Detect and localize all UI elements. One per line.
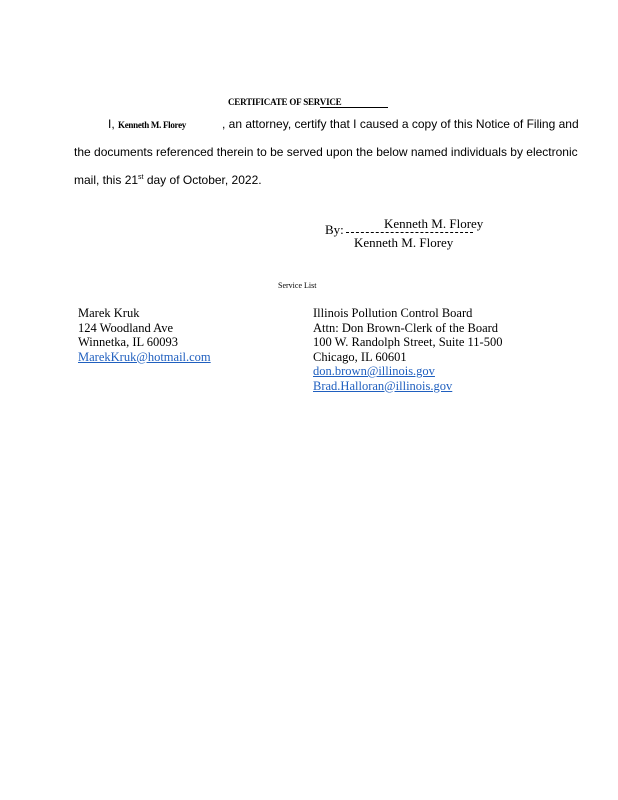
right-org: Illinois Pollution Control Board xyxy=(313,306,473,320)
left-email-link[interactable]: MarekKruk@hotmail.com xyxy=(78,349,211,364)
signature-name: Kenneth M. Florey xyxy=(384,216,484,231)
left-address-block xyxy=(78,306,211,364)
title-underline xyxy=(320,107,388,108)
right-email-link-2[interactable]: Brad.Halloran@illinois.gov xyxy=(313,378,453,393)
paragraph-line-3-rest: day of October, 2022. xyxy=(143,173,262,187)
signature-by-label: By: xyxy=(325,222,344,237)
signature-line xyxy=(346,232,473,233)
right-email-link-1[interactable]: don.brown@illinois.gov xyxy=(313,364,435,378)
right-attn: Attn: Don Brown-Clerk of the Board xyxy=(313,320,499,335)
left-street: 124 Woodland Ave xyxy=(78,320,174,335)
left-city: Winnetka, IL 60093 xyxy=(78,335,179,349)
service-day: 21 xyxy=(124,173,139,187)
paragraph-line-3 xyxy=(74,173,262,187)
paragraph-line-1 xyxy=(108,117,579,131)
left-recipient-name: Marek Kruk xyxy=(78,306,140,320)
paragraph-line-3-prefix: mail, this xyxy=(74,173,122,187)
service-list-heading: Service List xyxy=(278,281,317,290)
attorney-name: Kenneth M. Florey xyxy=(118,120,186,130)
right-street: 100 W. Randolph Street, Suite 11-500 xyxy=(313,335,503,349)
paragraph-line-2: the documents referenced therein to be served upon the below named individuals by electronic xyxy=(74,145,578,159)
right-city: Chicago, IL 60601 xyxy=(313,349,407,364)
right-address-block xyxy=(313,306,502,393)
paragraph-line-1-rest: , an attorney, certify that I caused a copy of this Notice of Filing and xyxy=(222,117,579,131)
document-title: CERTIFICATE OF SERVICE xyxy=(228,97,342,107)
printed-name: Kenneth M. Florey xyxy=(354,235,454,250)
day-suffix: st xyxy=(138,174,144,181)
paragraph-prefix: I, xyxy=(108,117,115,131)
